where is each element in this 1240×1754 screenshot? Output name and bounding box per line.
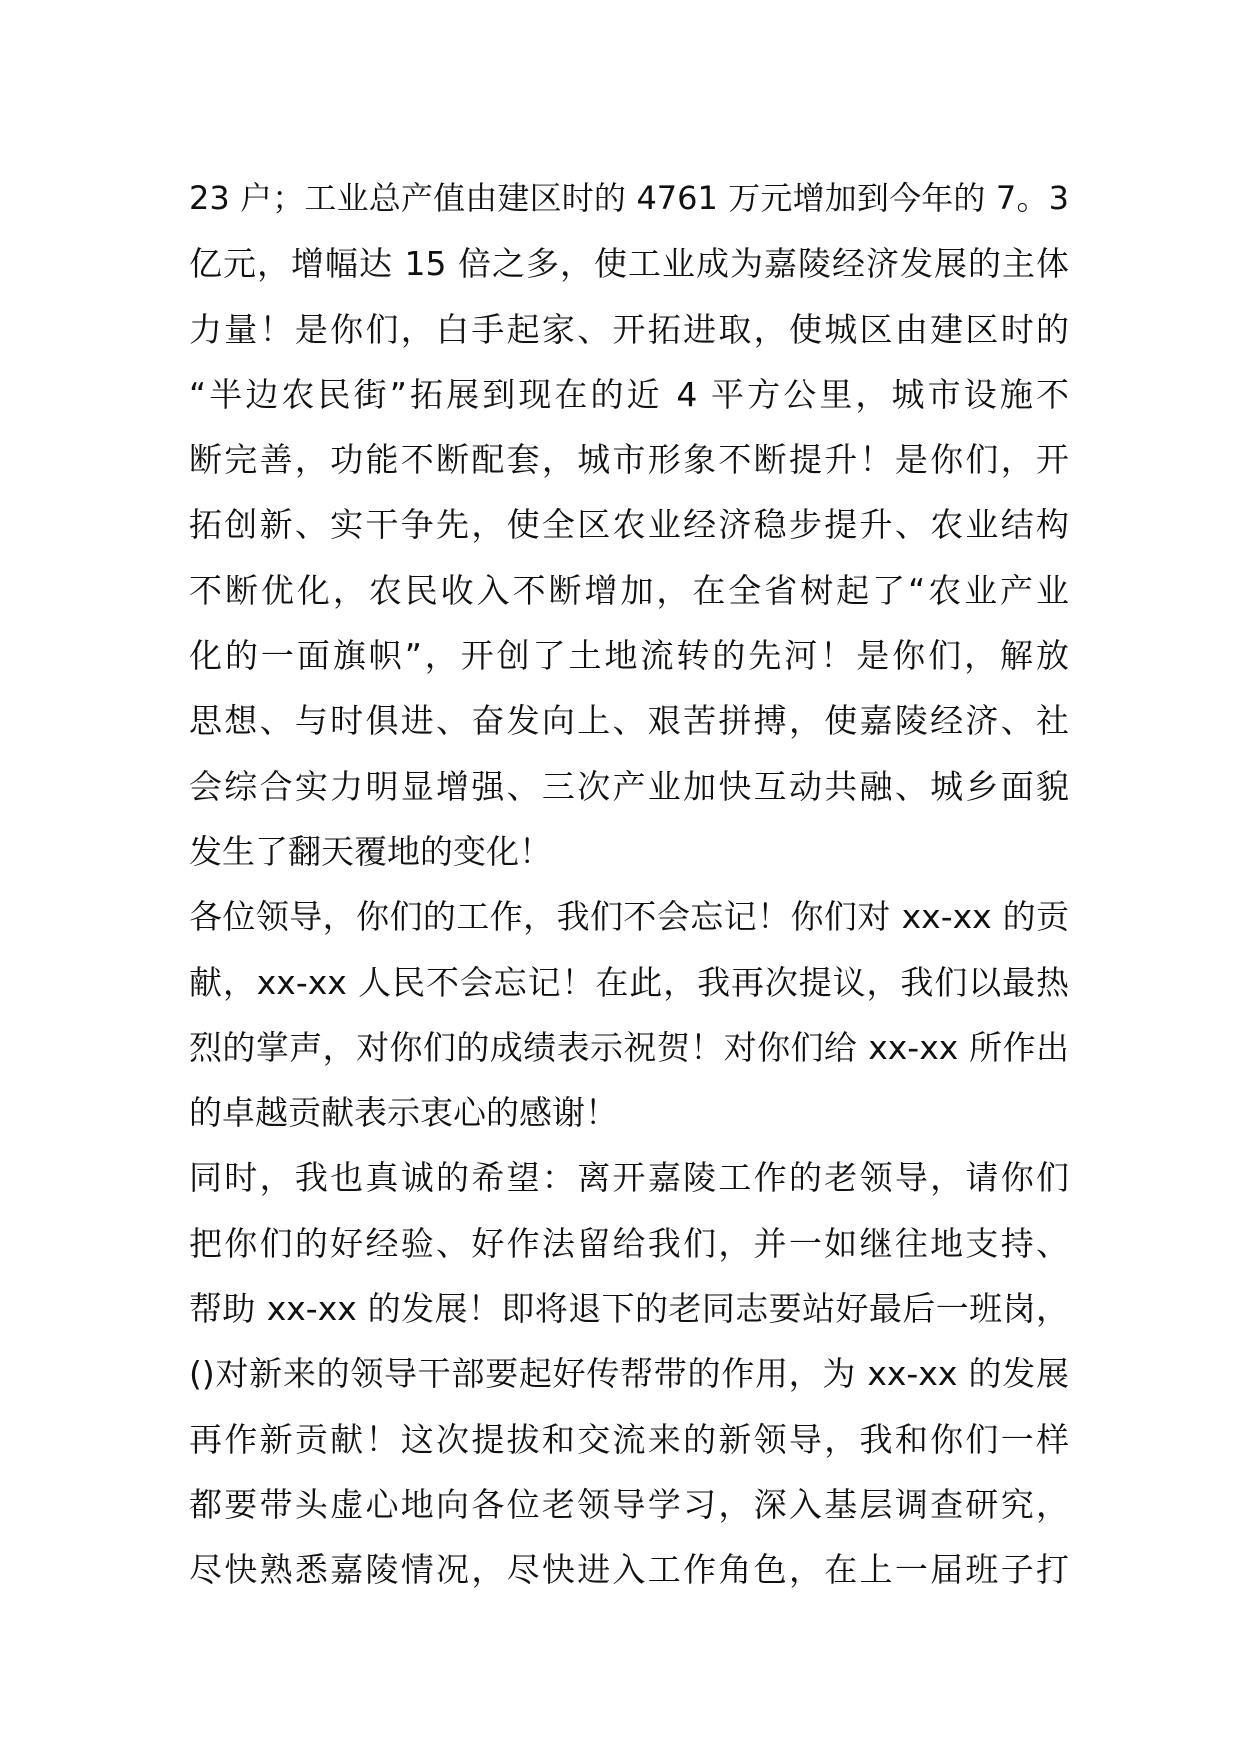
text-line: 拓创新、实干争先，使全区农业经济稳步提升、农业结构 xyxy=(189,505,1069,545)
text-line: 献，xx-xx 人民不会忘记！在此，我再次提议，我们以最热 xyxy=(189,962,1069,1002)
text-line: 再作新贡献！这次提拔和交流来的新领导，我和你们一样 xyxy=(189,1419,1069,1459)
text-line: 亿元，增幅达 15 倍之多，使工业成为嘉陵经济发展的主体 xyxy=(189,244,1069,284)
text-line: 尽快熟悉嘉陵情况，尽快进入工作角色，在上一届班子打 xyxy=(189,1550,1069,1590)
text-line: 各位领导，你们的工作，我们不会忘记！你们对 xx-xx 的贡 xyxy=(189,897,1069,937)
text-line: 会综合实力明显增强、三次产业加快互动共融、城乡面貌 xyxy=(189,766,1069,806)
text-line: 力量！是你们，白手起家、开拓进取，使城区由建区时的 xyxy=(189,309,1069,349)
text-line: 烈的掌声，对你们的成绩表示祝贺！对你们给 xx-xx 所作出 xyxy=(189,1027,1069,1067)
text-line: “半边农民街”拓展到现在的近 4 平方公里，城市设施不 xyxy=(189,374,1069,414)
text-line: 发生了翻天覆地的变化！ xyxy=(189,831,552,871)
text-line: 不断优化，农民收入不断增加，在全省树起了“农业产业 xyxy=(189,570,1069,610)
text-line: 23 户；工业总产值由建区时的 4761 万元增加到今年的 7。3 xyxy=(189,179,1069,217)
text-line: 的卓越贡献表示衷心的感谢！ xyxy=(189,1093,618,1133)
text-line: 思想、与时俱进、奋发向上、艰苦拼搏，使嘉陵经济、社 xyxy=(189,701,1069,741)
text-line: 都要带头虚心地向各位老领导学习，深入基层调查研究， xyxy=(189,1484,1069,1524)
text-line: 同时，我也真诚的希望：离开嘉陵工作的老领导，请你们 xyxy=(189,1158,1069,1198)
body-text xyxy=(189,166,1069,1603)
text-line: 断完善，功能不断配套，城市形象不断提升！是你们，开 xyxy=(189,440,1069,480)
text-line: 帮助 xx-xx 的发展！即将退下的老同志要站好最后一班岗， xyxy=(189,1289,1069,1329)
text-line: 化的一面旗帜”，开创了土地流转的先河！是你们，解放 xyxy=(189,636,1069,676)
text-line: ()对新来的领导干部要起好传帮带的作用，为 xx-xx 的发展 xyxy=(189,1354,1069,1394)
text-line: 把你们的好经验、好作法留给我们，并一如继往地支持、 xyxy=(189,1223,1069,1263)
